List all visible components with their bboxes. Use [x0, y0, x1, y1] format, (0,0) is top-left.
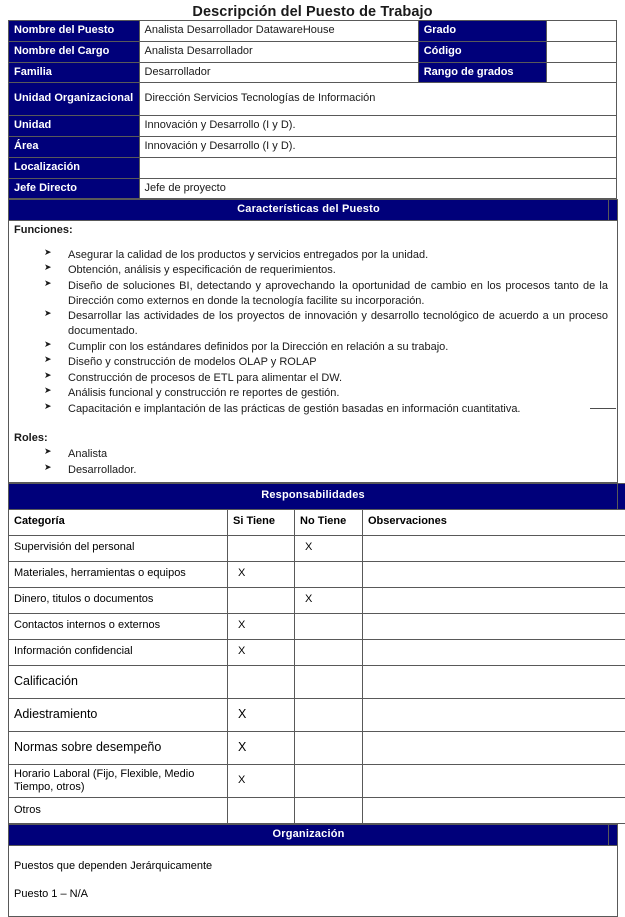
- section-band-stub: [609, 200, 618, 221]
- cell-observaciones[interactable]: [363, 731, 625, 764]
- cell-observaciones[interactable]: [363, 613, 625, 639]
- section-band-stub: [609, 825, 618, 846]
- cell-categoria: Otros: [9, 798, 228, 824]
- caracteristicas-body-row: [9, 221, 618, 483]
- column-header-categoria: Categoría: [9, 509, 228, 535]
- list-item: ➤ Construcción de procesos de ETL para alimentar el DW.: [42, 371, 612, 386]
- table-row: [9, 665, 625, 698]
- cell-categoria: Supervisión del personal: [9, 535, 228, 561]
- table-row: [9, 798, 625, 824]
- cell-categoria: Adiestramiento: [9, 698, 228, 731]
- funciones-heading: Funciones:: [14, 224, 612, 238]
- field-value-nombre-del-cargo[interactable]: Analista Desarrollador: [139, 41, 418, 62]
- cell-categoria: Materiales, herramientas o equipos: [9, 561, 228, 587]
- table-row: [9, 731, 625, 764]
- field-label-area: Área: [9, 137, 140, 158]
- cell-observaciones[interactable]: [363, 798, 625, 824]
- field-label-codigo: Código: [418, 41, 546, 62]
- cell-si-tiene[interactable]: [228, 535, 295, 561]
- responsabilidades-table: [8, 483, 625, 825]
- field-value-unidad[interactable]: Innovación y Desarrollo (I y D).: [139, 116, 617, 137]
- field-label-nombre-del-cargo: Nombre del Cargo: [9, 41, 140, 62]
- cell-categoria: Normas sobre desempeño: [9, 731, 228, 764]
- list-item: ➤ Diseño de soluciones BI, detectando y aprovechando la oportunidad de cambio en los procesos tanto de la Dirección como externos en donde la tecnología facilite su incorporación.: [42, 279, 612, 308]
- cell-no-tiene[interactable]: [295, 613, 363, 639]
- roles-heading: Roles:: [14, 432, 612, 446]
- cell-si-tiene[interactable]: X: [228, 561, 295, 587]
- cell-si-tiene[interactable]: [228, 798, 295, 824]
- field-label-localizacion: Localización: [9, 157, 140, 178]
- field-label-jefe-directo: Jefe Directo: [9, 178, 140, 199]
- list-item: ➤ Obtención, análisis y especificación de requerimientos.: [42, 263, 612, 278]
- field-label-grado: Grado: [418, 21, 546, 42]
- cell-observaciones[interactable]: [363, 639, 625, 665]
- column-header-si-tiene: Si Tiene: [228, 509, 295, 535]
- table-row: [9, 764, 625, 798]
- table-row: [9, 157, 617, 178]
- caracteristicas-section-table: [8, 199, 618, 482]
- table-row: [9, 535, 625, 561]
- cell-no-tiene[interactable]: [295, 698, 363, 731]
- organizacion-line-1: Puestos que dependen Jerárquicamente: [14, 860, 612, 874]
- table-row: [9, 178, 617, 199]
- table-header-row: [9, 509, 625, 535]
- cell-no-tiene[interactable]: [295, 665, 363, 698]
- list-item: ➤ Asegurar la calidad de los productos y servicios entregados por la unidad.: [42, 248, 612, 263]
- cell-si-tiene[interactable]: X: [228, 613, 295, 639]
- section-band-stub: [618, 483, 625, 509]
- field-value-nombre-del-puesto[interactable]: Analista Desarrollador DatawareHouse: [139, 21, 418, 42]
- page-title: Descripción del Puesto de Trabajo: [0, 0, 625, 20]
- cell-categoria: Calificación: [9, 665, 228, 698]
- field-label-unidad: Unidad: [9, 116, 140, 137]
- table-row: [9, 639, 625, 665]
- section-band-caracteristicas: [9, 200, 618, 221]
- list-item: ➤ Capacitación e implantación de las prácticas de gestión basadas en información cuantitativa.: [42, 402, 612, 417]
- funciones-list: [14, 248, 612, 417]
- organizacion-body: [9, 846, 618, 917]
- cell-observaciones[interactable]: [363, 698, 625, 731]
- section-title-organizacion: Organización: [9, 825, 609, 846]
- field-value-rango-de-grados[interactable]: [547, 62, 617, 83]
- list-item: ➤ Desarrollador.: [42, 463, 612, 478]
- field-value-unidad-organizacional[interactable]: Dirección Servicios Tecnologías de Información: [139, 83, 617, 116]
- page-rule-artifact: [590, 408, 616, 409]
- cell-no-tiene[interactable]: [295, 561, 363, 587]
- table-row: [9, 137, 617, 158]
- cell-si-tiene[interactable]: X: [228, 698, 295, 731]
- column-header-no-tiene: No Tiene: [295, 509, 363, 535]
- list-item: ➤ Cumplir con los estándares definidos por la Dirección en relación a su trabajo.: [42, 340, 612, 355]
- list-item: ➤ Diseño y construcción de modelos OLAP y ROLAP: [42, 355, 612, 370]
- table-row: [9, 83, 617, 116]
- field-label-unidad-organizacional: Unidad Organizacional: [9, 83, 140, 116]
- spacer: [14, 418, 612, 432]
- field-value-jefe-directo[interactable]: Jefe de proyecto: [139, 178, 617, 199]
- cell-categoria: Información confidencial: [9, 639, 228, 665]
- field-value-familia[interactable]: Desarrollador: [139, 62, 418, 83]
- field-value-area[interactable]: Innovación y Desarrollo (I y D).: [139, 137, 617, 158]
- list-item: ➤ Desarrollar las actividades de los proyectos de innovación y desarrollo tecnológico de acuerdo a un proceso documentado.: [42, 309, 612, 338]
- caracteristicas-body: [9, 221, 618, 483]
- table-row: [9, 698, 625, 731]
- cell-no-tiene[interactable]: [295, 798, 363, 824]
- cell-no-tiene[interactable]: [295, 639, 363, 665]
- table-row: [9, 62, 617, 83]
- field-value-localizacion[interactable]: [139, 157, 617, 178]
- cell-observaciones[interactable]: [363, 561, 625, 587]
- cell-observaciones[interactable]: [363, 587, 625, 613]
- cell-categoria: Horario Laboral (Fijo, Flexible, Medio Tiempo, otros): [9, 764, 228, 798]
- field-value-codigo[interactable]: [547, 41, 617, 62]
- field-value-grado[interactable]: [547, 21, 617, 42]
- cell-no-tiene[interactable]: X: [295, 587, 363, 613]
- table-row: [9, 21, 617, 42]
- section-title-caracteristicas: Características del Puesto: [9, 200, 609, 221]
- list-item: ➤ Analista: [42, 447, 612, 462]
- field-label-rango-de-grados: Rango de grados: [418, 62, 546, 83]
- section-title-responsabilidades: Responsabilidades: [9, 483, 618, 509]
- cell-observaciones[interactable]: [363, 764, 625, 798]
- list-item: ➤ Análisis funcional y construcción re reportes de gestión.: [42, 386, 612, 401]
- field-label-familia: Familia: [9, 62, 140, 83]
- cell-si-tiene[interactable]: X: [228, 731, 295, 764]
- cell-no-tiene[interactable]: [295, 731, 363, 764]
- column-header-observaciones: Observaciones: [363, 509, 625, 535]
- table-row: [9, 561, 625, 587]
- cell-observaciones[interactable]: [363, 535, 625, 561]
- cell-si-tiene[interactable]: [228, 587, 295, 613]
- cell-categoria: Contactos internos o externos: [9, 613, 228, 639]
- roles-list: [14, 447, 612, 477]
- organizacion-line-2: Puesto 1 – N/A: [14, 888, 612, 902]
- table-row: [9, 41, 617, 62]
- cell-si-tiene[interactable]: X: [228, 764, 295, 798]
- cell-no-tiene[interactable]: X: [295, 535, 363, 561]
- job-identity-table: [8, 20, 617, 199]
- table-row: [9, 587, 625, 613]
- organizacion-body-row: [9, 846, 618, 917]
- section-band-organizacion: [9, 825, 618, 846]
- cell-si-tiene[interactable]: X: [228, 639, 295, 665]
- organizacion-table: [8, 824, 618, 917]
- cell-categoria: Dinero, titulos o documentos: [9, 587, 228, 613]
- table-row: [9, 613, 625, 639]
- table-row: [9, 116, 617, 137]
- cell-observaciones[interactable]: [363, 665, 625, 698]
- section-band-responsabilidades: [9, 483, 625, 509]
- cell-no-tiene[interactable]: [295, 764, 363, 798]
- field-label-nombre-del-puesto: Nombre del Puesto: [9, 21, 140, 42]
- cell-si-tiene[interactable]: [228, 665, 295, 698]
